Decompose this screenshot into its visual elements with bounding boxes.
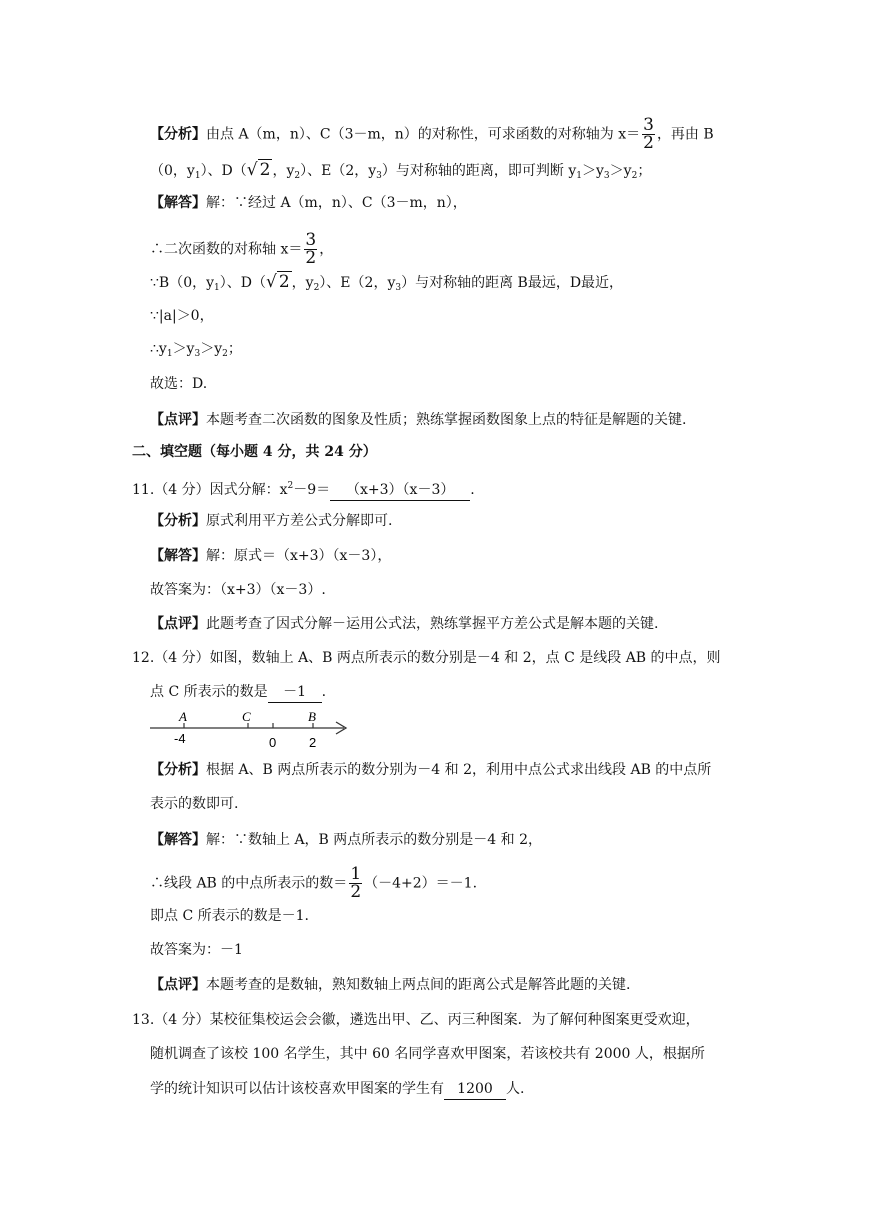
sqrt-symbol: √ 2 (246, 160, 271, 180)
point-label-a: A (179, 709, 187, 724)
q10-solution-line2: ∴二次函数的对称轴 x＝ $\frac{3}{2}$ ， (150, 230, 334, 268)
analysis-tag: 【分析】 (150, 126, 206, 143)
comment-tag: 【点评】 (150, 412, 206, 428)
q13-stem-line2: 随机调查了该校 100 名学生，其中 60 名同学喜欢甲图案，若该校共有 2000 人，根据所 (150, 1046, 705, 1062)
q11-answer-blank: （x+3）（x－3） (330, 480, 470, 501)
q10-solution-line4: ∵|a|＞0， (150, 308, 214, 324)
q12-analysis-line1: 【分析】根据 A、B 两点所表示的数分别为－4 和 2，利用中点公式求出线段 AB 的中点所 (150, 762, 712, 778)
q13-stem-line3: 学的统计知识可以估计该校喜欢甲图案的学生有 1200 人. (150, 1079, 524, 1100)
q11-solution: 【解答】解：原式＝（x+3）（x－3）， (150, 548, 392, 564)
q11-final-answer: 故答案为：（x+3）（x－3）. (150, 582, 326, 598)
q10-analysis-line2: （0，$y_1$）、D（√ 2 ，$y_2$）、E（2，$y_3$）与对称轴的距离，即可判断 $y_1>y_3>y_2$； (150, 160, 652, 181)
q10-final-answer: 故选：D. (150, 376, 208, 392)
q13-stem-line1: 13.（4 分）某校征集校运会会徽，遴选出甲、乙、丙三种图案．为了解何种图案更受欢迎， (132, 1012, 700, 1028)
q12-stem-line2: 点 C 所表示的数是 －1 . (150, 682, 326, 703)
q10-analysis-text: 由点 A（m，n）、C（3－m，n）的对称性，可求函数的对称轴为 x＝ (206, 126, 641, 143)
tick-label-neg4: -4 (174, 731, 186, 746)
q11-analysis: 【分析】原式利用平方差公式分解即可. (150, 513, 393, 529)
q12-solution-line1: 【解答】解：∵数轴上 A，B 两点所表示的数分别是－4 和 2， (150, 832, 543, 848)
q10-solution-line5: $\therefore y_1>y_3>y_2$； (150, 341, 242, 359)
point-label-b: B (308, 709, 316, 724)
q10-solution-line1: 【解答】解：∵经过 A（m，n）、C（3－m，n）， (150, 195, 467, 211)
point-label-c: C (242, 709, 251, 724)
q12-final-answer: 故答案为：－1 (150, 942, 243, 958)
fraction: $\frac{3}{2}$ (643, 115, 654, 153)
q12-analysis-line2: 表示的数即可. (150, 796, 239, 812)
fraction: $\frac{3}{2}$ (305, 230, 317, 268)
tick-label-0: 0 (269, 735, 277, 750)
q12-stem-line1: 12.（4 分）如图，数轴上 A、B 两点所表示的数分别是－4 和 2，点 C 是线段 AB 的中点，则 (132, 650, 721, 666)
q12-answer-blank: －1 (268, 682, 322, 703)
section-heading: 二、填空题（每小题 4 分，共 24 分） (132, 444, 377, 460)
number-line-figure (148, 706, 358, 752)
tick-label-2: 2 (309, 735, 317, 750)
fraction: $\frac{1}{2}$ (350, 864, 362, 902)
q12-solution-line3: 即点 C 所表示的数是－1. (150, 908, 309, 924)
q12-comment: 【点评】本题考查的是数轴，熟知数轴上两点间的距离公式是解答此题的关键. (150, 977, 631, 993)
solution-tag: 【解答】 (150, 195, 206, 211)
q11-comment: 【点评】此题考查了因式分解－运用公式法，熟练掌握平方差公式是解本题的关键. (150, 616, 659, 632)
q10-comment: 【点评】本题考查二次函数的图象及性质；熟练掌握函数图象上点的特征是解题的关键. (150, 412, 687, 428)
q13-answer-blank: 1200 (444, 1079, 506, 1100)
q12-solution-line2: ∴线段 AB 的中点所表示的数＝ $\frac{1}{2}$ （－4+2）＝－1. (150, 864, 478, 902)
q10-analysis-line1: 【分析】由点 A（m，n）、C（3－m，n）的对称性，可求函数的对称轴为 x＝ $\frac{3}{2}$ ，再由 B (150, 115, 714, 153)
sqrt-symbol: √ 2 (265, 272, 290, 292)
q11-stem: 11.（4 分）因式分解：$x^2-9= (x+3)(x-3)$ . (132, 476, 475, 501)
q10-solution-line3: ∵B（0，$y_1$）、D（√ 2 ，$y_2$）、E（2，$y_3$）与对称轴的距离 B最远，D最近， (150, 272, 624, 293)
